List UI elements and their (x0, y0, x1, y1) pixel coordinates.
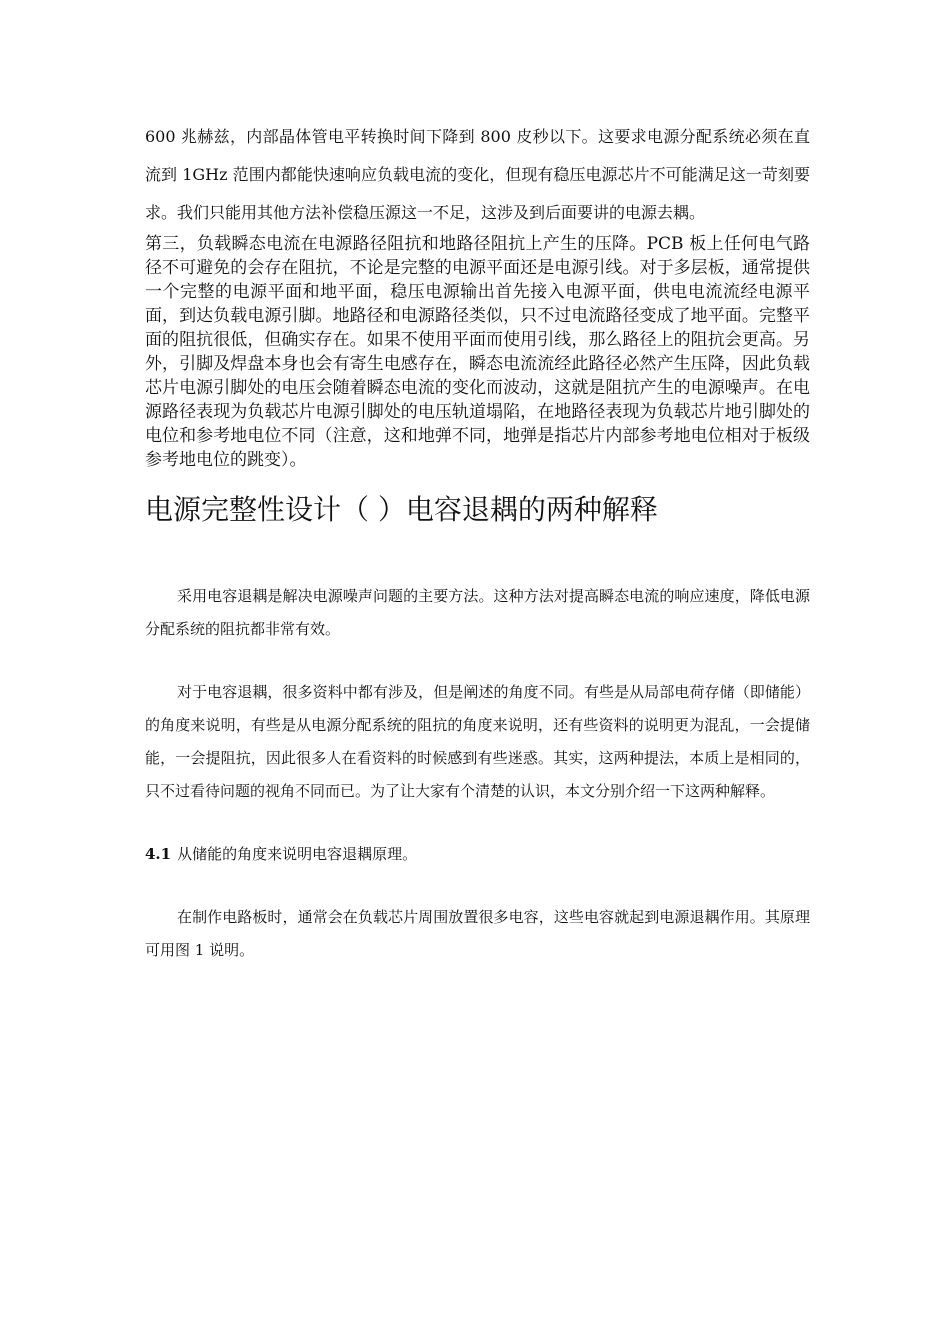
subsection-heading (145, 838, 810, 871)
paragraph-energy-storage: 在制作电路板时，通常会在负载芯片周围放置很多电容，这些电容就起到电源退耦作用。其原理可用图 1 说明。 (145, 908, 810, 959)
paragraph-two-explanations: 对于电容退耦，很多资料中都有涉及，但是阐述的角度不同。有些是从局部电荷存储（即储能）的角度来说明，有些是从电源分配系统的阻抗的角度来说明，还有些资料的说明更为混乱，一会提储能，一会提阻抗，因此很多人在看资料的时候感到有些迷惑。其实，这两种提法，本质上是相同的，只不过看待问题的视角不同而已。为了让大家有个清楚的认识，本文分别介绍一下这两种解释。 (145, 683, 810, 800)
subsection-number: 4.1 (145, 845, 172, 863)
paragraph-capacitor-decoupling: 采用电容退耦是解决电源噪声问题的主要方法。这种方法对提高瞬态电流的响应速度，降低电源分配系统的阻抗都非常有效。 (145, 587, 810, 638)
paragraph-path-impedance: 第三，负载瞬态电流在电源路径阻抗和地路径阻抗上产生的压降。PCB 板上任何电气路径不可避免的会存在阻抗，不论是完整的电源平面还是电源引线。对于多层板，通常提供一个完整的电源平面和地平面，稳压电源输出首先接入电源平面，供电电流流经电源平面，到达负载电源引脚。地路径和电源路径类似，只不过电流路径变成了地平面。完整平面的阻抗很低，但确实存在。如果不使用平面而使用引线，那么路径上的阻抗会更高。另外，引脚及焊盘本身也会有寄生电感存在，瞬态电流流经此路径必然产生压降，因此负载芯片电源引脚处的电压会随着瞬态电流的变化而波动，这就是阻抗产生的电源噪声。在电源路径表现为负载芯片电源引脚处的电压轨道塌陷，在地路径表现为负载芯片地引脚处的电位和参考地电位不同（注意，这和地弹不同，地弹是指芯片内部参考地电位相对于板级参考地电位的跳变）。 (145, 234, 810, 470)
paragraph-power-distribution: 600 兆赫兹，内部晶体管电平转换时间下降到 800 皮秒以下。这要求电源分配系统必须在直流到 1GHz 范围内都能快速响应负载电流的变化，但现有稳压电源芯片不可能满足这一苛刻要求。我们只能用其他方法补偿稳压源这一不足，这涉及到后面要讲的电源去耦。 (145, 127, 810, 222)
document-page (145, 118, 810, 967)
section-heading: 电源完整性设计（ ）电容退耦的两种解释 (145, 493, 658, 526)
subsection-title: 从储能的角度来说明电容退耦原理。 (177, 845, 418, 863)
